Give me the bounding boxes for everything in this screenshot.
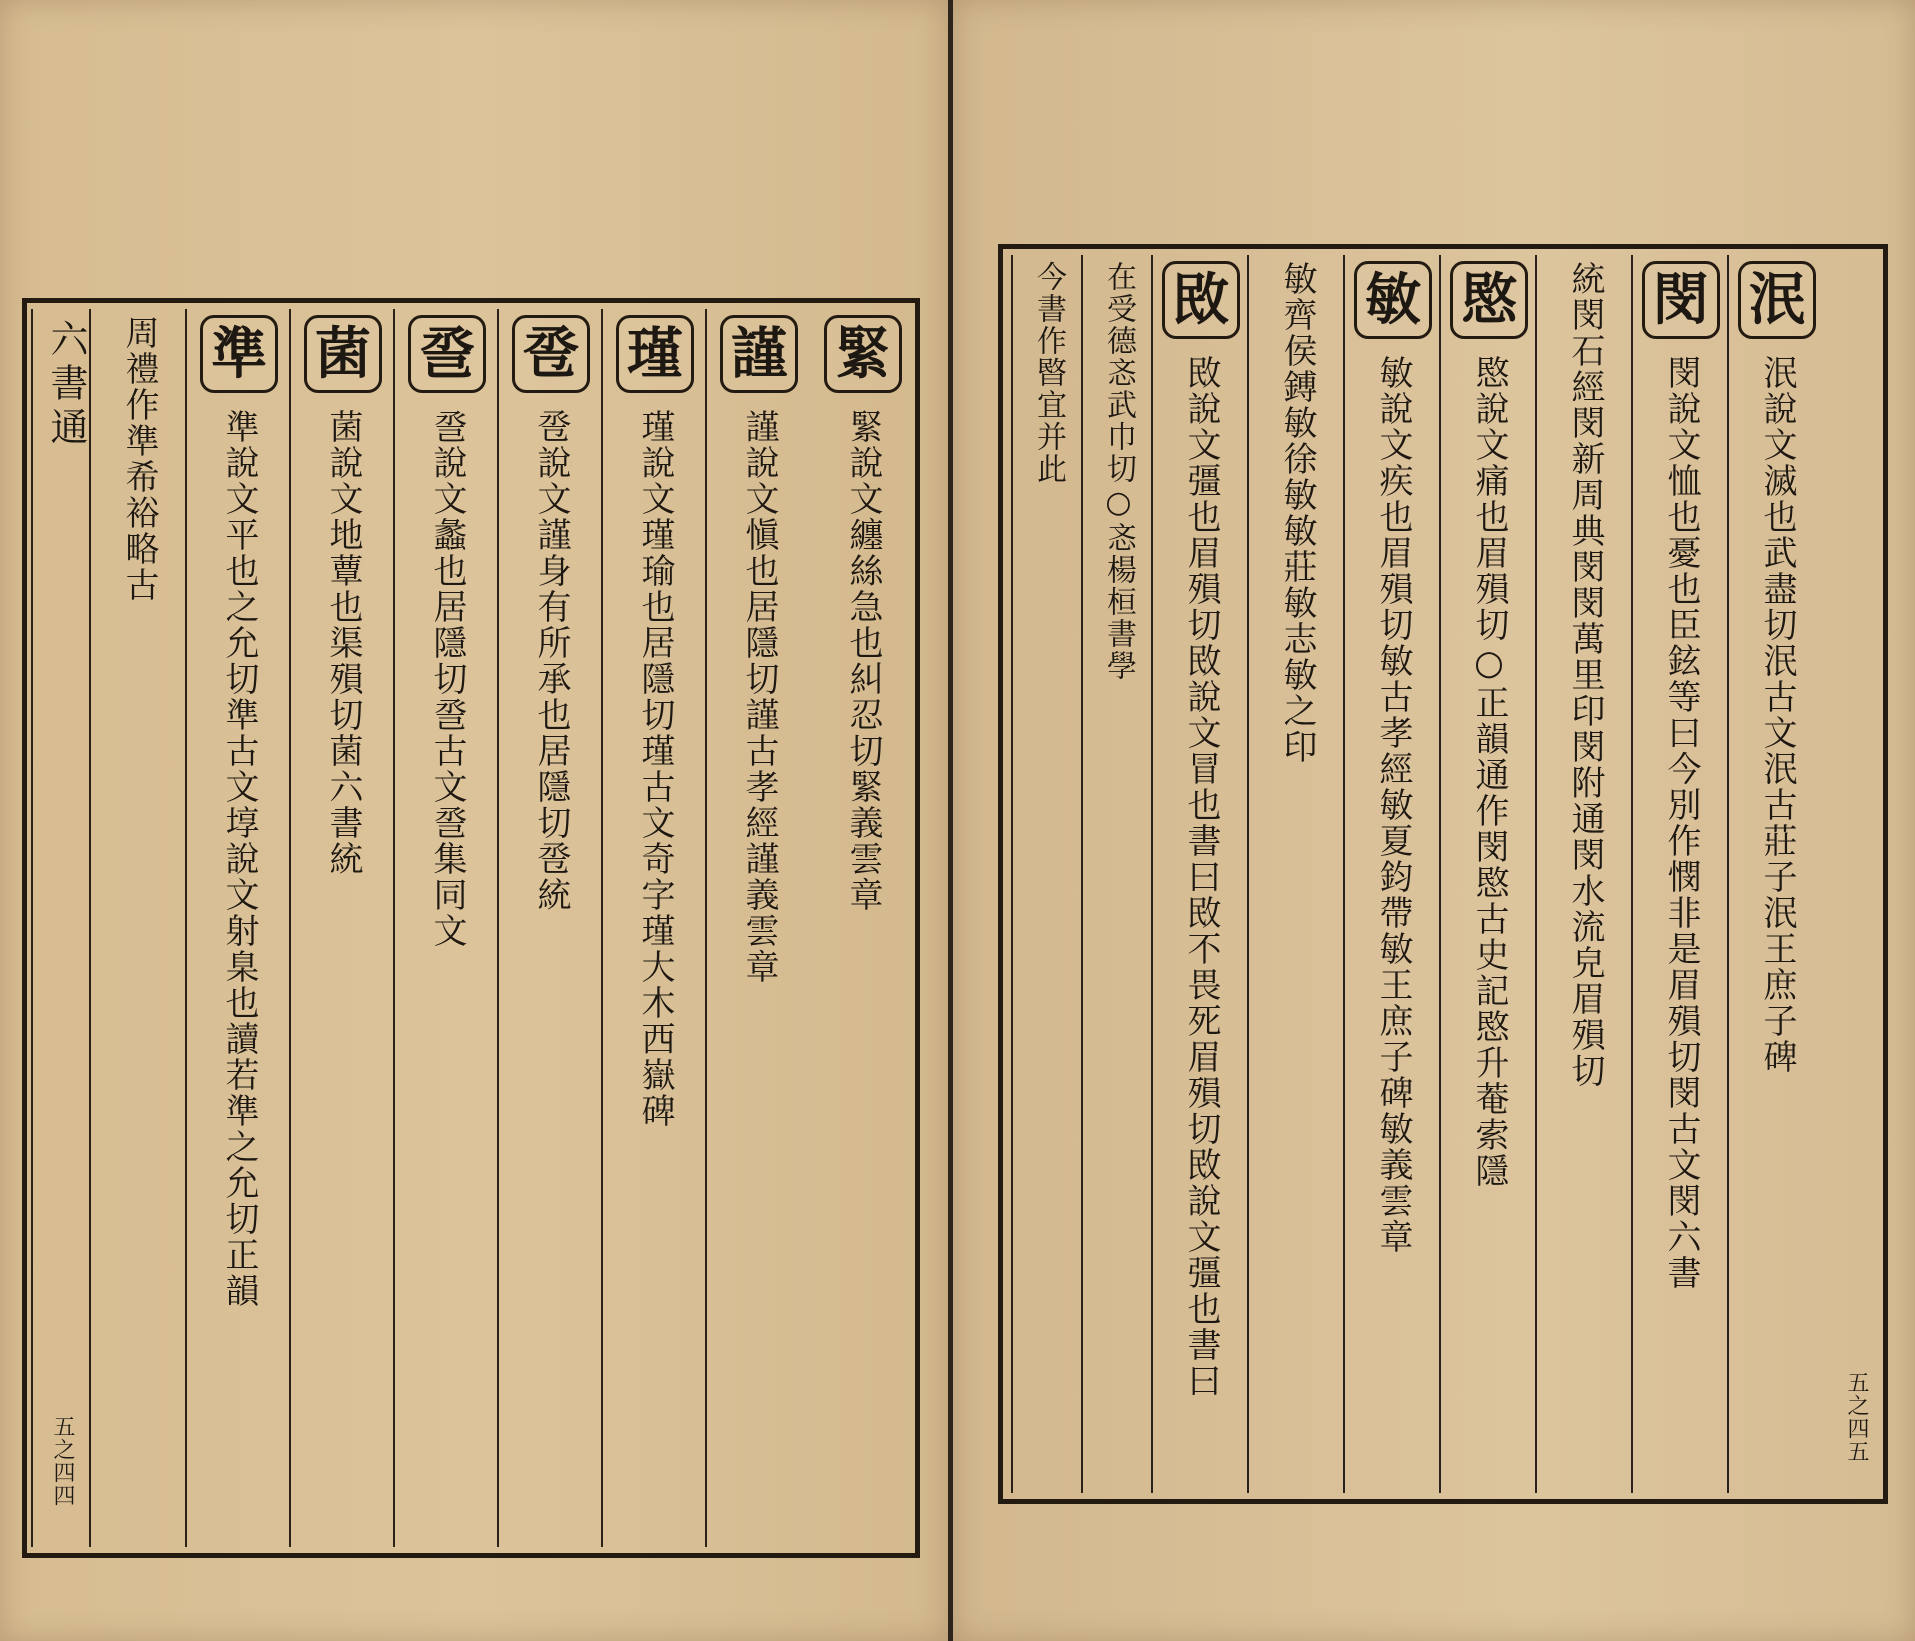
head-character: 敏: [1354, 261, 1432, 339]
entry-column: [1631, 255, 1729, 1493]
entry-text: 泯說文滅也武盡切泯古文泯古莊子泯王庶子碑: [1757, 355, 1797, 1075]
head-character: 泯: [1738, 261, 1816, 339]
entry-text: 敏齊侯鎛敏徐敏敏莊敏志敏之印: [1277, 261, 1317, 765]
page-number: 五之四四: [50, 1415, 75, 1507]
head-character: 卺: [512, 315, 590, 393]
right-page: [953, 0, 1915, 1641]
margin-column: [31, 309, 91, 1547]
entry-column: [705, 309, 811, 1547]
head-character: 菌: [304, 315, 382, 393]
entry-text: 緊說文纏絲急也糾忍切緊義雲章: [843, 409, 883, 913]
entry-text: 今書作暋宜并此: [1031, 261, 1066, 485]
entry-text: 在受德忞武巾切○忞楊桓書學: [1101, 261, 1136, 682]
head-character: 愍: [1450, 261, 1528, 339]
entry-column: [289, 309, 395, 1547]
entry-text: 統閔石經閔新周典閔閔萬里印閔附通閔水流皃眉殞切: [1565, 261, 1605, 1089]
margin-column: [1825, 255, 1883, 1493]
left-text-frame: [22, 298, 920, 1558]
entry-column: [811, 309, 915, 1547]
entry-text: 敃說文彊也眉殞切敃說文冒也書曰敃不畏死眉殞切敃說文彊也書曰: [1181, 355, 1221, 1399]
entry-column: [185, 309, 291, 1547]
entry-text: 準說文平也之允切準古文埻說文射臬也讀若準之允切正韻: [219, 409, 259, 1309]
entry-column: [1343, 255, 1441, 1493]
head-character: 緊: [824, 315, 902, 393]
head-character: 準: [200, 315, 278, 393]
entry-column: [89, 309, 187, 1547]
entry-column: [1247, 255, 1345, 1493]
entry-column: [393, 309, 499, 1547]
head-character: 謹: [720, 315, 798, 393]
entry-text: 敏說文疾也眉殞切敏古孝經敏夏鈞帶敏王庶子碑敏義雲章: [1373, 355, 1413, 1255]
entry-column: [1151, 255, 1249, 1493]
head-character: 巹: [408, 315, 486, 393]
entry-column: [1081, 255, 1153, 1493]
entry-column: [1439, 255, 1537, 1493]
entry-text: 周禮作準希裕略古: [119, 315, 159, 603]
book-title: 六書通: [44, 319, 88, 451]
entry-text: 謹說文愼也居隱切謹古孝經謹義雲章: [739, 409, 779, 985]
entry-column: [1535, 255, 1633, 1493]
head-character: 閔: [1642, 261, 1720, 339]
entry-text: 愍說文痛也眉殞切○正韻通作閔愍古史記愍升菴索隱: [1469, 355, 1509, 1189]
entry-column: [1011, 255, 1083, 1493]
entry-column: [497, 309, 603, 1547]
entry-column: [1727, 255, 1825, 1493]
head-character: 瑾: [616, 315, 694, 393]
entry-text: 閔說文恤也憂也臣鉉等曰今別作憫非是眉殞切閔古文閔六書: [1661, 355, 1701, 1291]
page-number: 五之四五: [1844, 1371, 1869, 1463]
entry-text: 菌說文地蕈也渠殞切菌六書統: [323, 409, 363, 877]
entry-text: 瑾說文瑾瑜也居隱切瑾古文奇字瑾大木西嶽碑: [635, 409, 675, 1129]
entry-text: 巹說文蠡也居隱切巹古文巹集同文: [427, 409, 467, 949]
right-text-frame: [998, 244, 1888, 1504]
left-page: [0, 0, 948, 1641]
entry-column: [601, 309, 707, 1547]
entry-text: 卺說文謹身有所承也居隱切卺統: [531, 409, 571, 913]
head-character: 敃: [1162, 261, 1240, 339]
